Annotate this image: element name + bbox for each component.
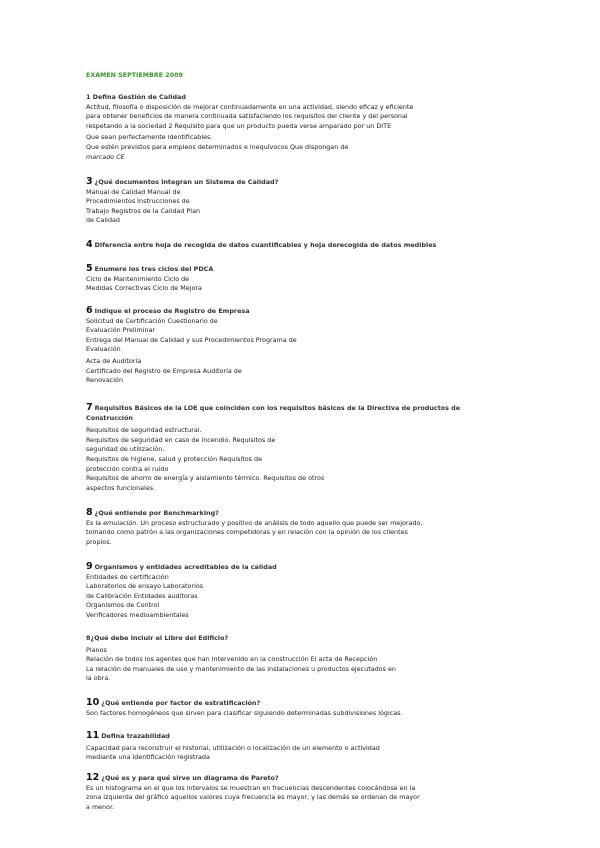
answer-line: Entidades de certificación [86,572,169,581]
question-4 [86,240,556,251]
answer-line: Son factores homogéneos que sirven para clasificar siguiendo determinadas subdivisiones lógicas. [86,708,403,717]
question-8-benchmarking [86,508,556,547]
question-number: 9 [86,561,93,572]
question-number: 5 [86,263,93,274]
question-7-heading-cont: Construcción [86,413,133,422]
answer-text: . Un proceso estructurado y positivo de análisis de todo aquello que puede ser mejorado, [136,518,423,527]
answer-line: Es un histograma en el que los intervalos se muestran en frecuencias descendentes colocándose en la [86,783,416,792]
question-1-heading: 1 Defina Gestión de Calidad [86,93,186,101]
question-number: 7 [86,402,93,413]
question-9-heading: Organismos y entidades acreditables de la calidad [94,563,277,571]
answer-line: La relación de manuales de uso y mantenimiento de las instalaciones u productos ejecutados en [86,664,396,673]
answer-line: Verificadores medioambientales [86,610,189,619]
question-10 [86,698,556,718]
question-3-heading: ¿Qué documentos integran un Sistema de Calidad? [94,178,279,186]
answer-emphasis: emulación [103,518,137,527]
answer-line: Evaluación [86,345,121,354]
answer-line: Planos [86,645,107,654]
question-number: 10 [86,697,100,708]
question-5-heading: Enumere los tres ciclos del PDCA [94,265,214,273]
answer-line: Laboratorios de ensayo Laboratorios [86,582,204,591]
question-8b-heading: 8¿Qué debe incluir el Libro del Edificio? [86,634,229,642]
answer-line: marcado CE [86,152,125,161]
answer-line: Que estén previstos para empleos determinados e inequívocos Que dispongan de [86,142,349,151]
question-4-heading: Diferencia entre hoja de recogida de datos cuantificables y hoja derecogida de datos medibles [94,241,437,249]
answer-line: Evaluación Preliminar [86,326,156,335]
answer-line: Que sean perfectamente identificables. [86,133,213,142]
question-6 [86,306,556,386]
answer-line: Capacidad para reconstruir el historial, utilización o localización de un elemento o actividad [86,743,380,752]
answer-line: propios. [86,537,112,546]
question-8-heading: ¿Qué entiende por Benchmarking? [94,509,219,517]
question-number: 4 [86,239,93,250]
answer-line: aspectos funcionales. [86,483,156,492]
answer-line: Actitud, filosofía o disposición de mejorar continuadamente en una actividad, siendo eficaz y eficiente [86,102,414,111]
question-3 [86,177,556,226]
exam-title: EXAMEN SEPTIEMBRE 2009 [86,72,183,79]
answer-line: Entrega del Manual de Calidad y sus Procedimientos Programa de [86,335,297,344]
answer-line: Solicitud de Certificación Cuestionario de [86,316,218,325]
answer-line: Organismos de Control [86,601,160,610]
answer-line: la obra. [86,674,111,683]
answer-line: protección contra el ruido [86,464,169,473]
question-11 [86,731,556,763]
question-12 [86,773,556,812]
answer-line: Acta de Auditoría [86,356,142,365]
question-number: 8 [86,507,93,518]
question-number: 3 [86,176,93,187]
answer-line: Manual de Calidad Manual de [86,187,181,196]
answer-line: seguridad de utilización. [86,445,165,454]
answer-line: Requisitos de seguridad estructural. [86,426,202,435]
question-number: 11 [86,730,100,741]
answer-line: Requisitos de ahorro de energía y aislamiento térmico. Requisitos de otros [86,474,325,483]
answer-line: Procedimientos Instrucciones de [86,197,190,206]
answer-line: Ciclo de Mantenimiento Ciclo de [86,274,190,283]
answer-line: Relación de todos los agentes que han intervenido en la construcción El acta de Recepción [86,655,378,664]
answer-line: para obtener beneficios de manera continuada satisfaciendo los requisitos del cliente y del personal [86,112,408,121]
question-number: 6 [86,305,93,316]
answer-line: tomando como patrón a las organizaciones competidoras y en relación con la opinión de los clientes [86,528,408,537]
answer-line: de Calidad [86,216,120,225]
answer-text: Es la [86,518,104,527]
answer-line: de Calibración Entidades auditoras [86,591,198,600]
question-10-heading: ¿Qué entiende por factor de estratificación? [101,699,261,707]
question-5 [86,264,556,294]
question-7-heading: Requisitos Básicos de la LOE que coinciden con los requisitos básicos de la Directiva de productos de [94,404,461,412]
answer-line: a menor. [86,802,115,811]
answer-line: Requisitos de seguridad en caso de incendio. Requisitos de [86,435,276,444]
answer-line: respetando a la sociedad 2 Requisito para que un producto pueda verse amparado por un DITE [86,121,392,130]
question-8-libro-edificio [86,634,556,684]
question-12-heading: ¿Qué es y para qué sirve un diagrama de Pareto? [101,774,279,782]
question-9 [86,562,556,621]
question-11-heading: Defina trazabilidad [101,732,170,740]
answer-line: Requisitos de higiene, salud y protección Requisitos de [86,454,262,463]
question-number: 12 [86,772,100,783]
question-1 [86,93,556,162]
answer-line: mediante una identificación registrada [86,753,210,762]
question-6-heading: Indique el proceso de Registro de Empresa [94,307,250,315]
answer-line: Trabajo Registros de la Calidad Plan [86,206,201,215]
question-7 [86,403,556,493]
answer-line: Certificado del Registro de Empresa Auditoría de [86,366,242,375]
answer-line: Renovación [86,376,123,385]
answer-line: zona izquierda del gráfico aquellos valores cuya frecuencia es mayor, y las demás se ordenan de mayor [86,793,420,802]
answer-line: Medidas Correctivas Ciclo de Mejora [86,284,202,293]
